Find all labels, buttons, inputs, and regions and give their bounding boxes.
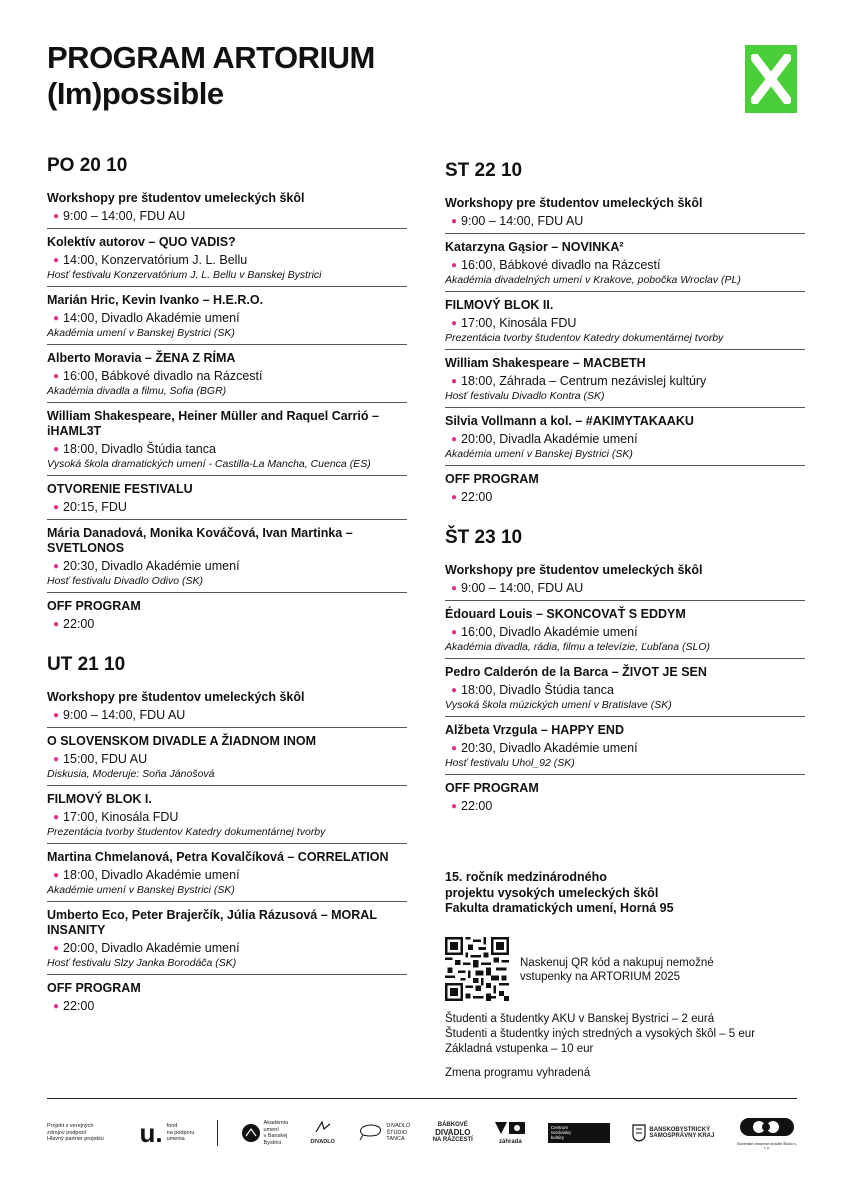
divadlo-mark-icon xyxy=(314,1120,332,1134)
event-time-value: 17:00, Kinosála FDU xyxy=(461,316,577,330)
bullet-icon: ● xyxy=(53,313,60,324)
bullet-icon: ● xyxy=(53,870,60,881)
event-title: Workshopy pre študentov umeleckých škôl xyxy=(445,196,703,210)
event-note: Hosť festivalu Divadlo Odivo (SK) xyxy=(47,575,204,587)
program-event xyxy=(445,470,805,509)
event-time xyxy=(47,752,407,767)
program-event xyxy=(47,189,407,229)
bullet-icon: ● xyxy=(451,627,458,638)
fpu-text-3: umenia xyxy=(166,1136,185,1143)
event-time-value: 22:00 xyxy=(461,799,493,813)
title-line-2: (Im)possible xyxy=(47,76,224,111)
qr-text-line-2: vstupenky na ARTORIUM 2025 xyxy=(520,971,681,983)
event-note: Akadémie umení v Banskej Bystrici (SK) xyxy=(47,884,235,896)
program-event xyxy=(445,721,805,775)
event-time xyxy=(445,258,805,273)
event-note: Akadémia divadla a filmu, Sofia (BGR) xyxy=(47,385,227,397)
project-line-1: 15. ročník medzinárodného xyxy=(445,870,607,884)
event-title: Martina Chmelanová, Petra Kovalčíková – CORRELATION xyxy=(47,850,389,864)
event-title: FILMOVÝ BLOK I. xyxy=(47,792,152,806)
event-time-value: 16:00, Divadlo Akadémie umení xyxy=(461,625,638,639)
event-time xyxy=(445,683,805,698)
fpu-text-2: na podporu xyxy=(166,1129,195,1136)
event-title: Silvia Vollmann a kol. – #AKIMYTAKAAKU xyxy=(445,414,694,428)
au-text-3: v Banskej xyxy=(263,1133,288,1139)
page-title xyxy=(47,40,375,112)
dst-text-1: DIVADLO xyxy=(386,1123,411,1130)
bullet-icon: ● xyxy=(53,619,60,630)
event-note: Diskusia, Moderuje: Soňa Jánošová xyxy=(47,768,215,780)
association-logo xyxy=(737,1117,797,1150)
event-time-value: 9:00 – 14:00, FDU AU xyxy=(461,214,584,228)
event-time xyxy=(445,490,805,505)
event-time xyxy=(445,625,805,640)
sponsor-text-1: Projekt z verejných xyxy=(47,1123,94,1130)
dst-logo xyxy=(357,1123,410,1143)
event-time-value: 22:00 xyxy=(461,490,493,504)
event-note: Hosť festivalu Uhol_92 (SK) xyxy=(445,757,575,769)
event-time xyxy=(47,810,407,825)
bullet-icon: ● xyxy=(451,743,458,754)
bullet-icon: ● xyxy=(53,444,60,455)
bullet-icon: ● xyxy=(53,371,60,382)
event-time xyxy=(47,442,407,457)
program-event xyxy=(47,597,407,636)
program-event xyxy=(47,480,407,520)
event-time-value: 17:00, Kinosála FDU xyxy=(63,810,179,824)
prices xyxy=(445,1012,755,1057)
price-line-1: Študenti a študentky AKU v Banskej Bystrici – 2 eurá xyxy=(445,1013,715,1025)
event-time-value: 15:00, FDU AU xyxy=(63,752,148,766)
event-title: OFF PROGRAM xyxy=(445,781,539,795)
association-mark-icon xyxy=(739,1117,795,1137)
bullet-icon: ● xyxy=(53,1001,60,1012)
event-note: Vysoká škola múzických umení v Bratislave (SK) xyxy=(445,699,672,711)
au-logo xyxy=(241,1120,288,1146)
event-title: OFF PROGRAM xyxy=(47,599,141,613)
event-note: Hosť festivalu Slzy Janka Borodáča (SK) xyxy=(47,957,237,969)
cnk-logo xyxy=(548,1123,610,1143)
event-time xyxy=(445,316,805,331)
qr-code[interactable] xyxy=(445,937,509,1001)
footer-divider xyxy=(47,1098,797,1099)
program-event xyxy=(445,194,805,234)
au-text-4: Bystrici xyxy=(263,1139,282,1146)
event-time xyxy=(47,209,407,224)
program-event xyxy=(47,524,407,593)
program-event xyxy=(445,296,805,350)
bbsk-text-1: BANSKOBYSTRICKÝ xyxy=(649,1126,711,1133)
event-time xyxy=(47,708,407,723)
event-title: William Shakespeare, Heiner Müller and Raquel Carrió – iHAML3T xyxy=(47,409,379,438)
footer-logos xyxy=(47,1116,797,1150)
divadlo-text: DIVADLO xyxy=(310,1139,335,1146)
bullet-icon: ● xyxy=(451,216,458,227)
dst-text-2: ŠTÚDIO xyxy=(386,1129,408,1136)
bbsk-text-2: SAMOSPRÁVNY KRAJ xyxy=(649,1133,715,1139)
day-heading: PO 20 10 xyxy=(47,155,128,176)
event-title: OFF PROGRAM xyxy=(47,981,141,995)
bullet-icon: ● xyxy=(53,710,60,721)
event-time xyxy=(445,799,805,814)
day-heading: ŠT 23 10 xyxy=(445,527,523,548)
program-event xyxy=(47,906,407,975)
event-time-value: 18:00, Divadlo Štúdia tanca xyxy=(461,683,614,697)
dst-text-3: TANCA xyxy=(386,1136,405,1143)
bullet-icon: ● xyxy=(53,211,60,222)
sponsor-text-2: zdrojov podporil xyxy=(47,1129,86,1136)
bullet-icon: ● xyxy=(53,255,60,266)
program-event xyxy=(445,412,805,466)
event-note: Akadémia umení v Banskej Bystrici (SK) xyxy=(445,448,633,460)
event-time-value: 9:00 – 14:00, FDU AU xyxy=(63,708,186,722)
bdr-text-2: DIVADLO xyxy=(435,1128,471,1137)
program-event xyxy=(445,354,805,408)
event-time-value: 16:00, Bábkové divadlo na Rázcestí xyxy=(63,369,263,383)
event-title: Umberto Eco, Peter Brajerčík, Júlia Rázusová – MORAL INSANITY xyxy=(47,908,377,937)
right-column xyxy=(445,160,805,836)
event-time xyxy=(47,500,407,515)
event-time xyxy=(47,999,407,1014)
bullet-icon: ● xyxy=(451,260,458,271)
event-title: Alžbeta Vrzgula – HAPPY END xyxy=(445,723,624,737)
event-time xyxy=(445,432,805,447)
event-time xyxy=(47,253,407,268)
event-title: Marián Hric, Kevin Ivanko – H.E.R.O. xyxy=(47,293,264,307)
program-event xyxy=(47,732,407,786)
program-event xyxy=(47,688,407,728)
bullet-icon: ● xyxy=(53,812,60,823)
event-time xyxy=(47,311,407,326)
fpu-u-icon: u. xyxy=(139,1118,163,1148)
event-time-value: 18:00, Divadlo Štúdia tanca xyxy=(63,442,216,456)
price-line-2: Študenti a študentky iných stredných a vysokých škôl – 5 eur xyxy=(445,1028,756,1040)
bdr-text-3: NA RÁZCESTÍ xyxy=(432,1137,473,1143)
bullet-icon: ● xyxy=(451,318,458,329)
event-time xyxy=(47,941,407,956)
event-title: Alberto Moravia – ŽENA Z RÍMA xyxy=(47,351,236,365)
bullet-icon: ● xyxy=(451,685,458,696)
divadlo-logo xyxy=(311,1120,335,1146)
day-section xyxy=(445,160,805,509)
event-title: FILMOVÝ BLOK II. xyxy=(445,298,554,312)
event-time-value: 20:00, Divadla Akadémie umení xyxy=(461,432,638,446)
event-time-value: 18:00, Divadlo Akadémie umení xyxy=(63,868,240,882)
event-title: Workshopy pre študentov umeleckých škôl xyxy=(47,690,305,704)
bdr-logo xyxy=(433,1122,473,1144)
footer-separator xyxy=(217,1120,218,1146)
event-title: Édouard Louis – SKONCOVAŤ S EDDYM xyxy=(445,607,686,621)
bdr-text-1: BÁBKOVÉ xyxy=(437,1122,468,1128)
event-title: O SLOVENSKOM DIVADLE A ŽIADNOM INOM xyxy=(47,734,316,748)
program-event xyxy=(445,561,805,601)
au-text-2: umení xyxy=(263,1126,279,1133)
event-time-value: 20:30, Divadlo Akadémie umení xyxy=(63,559,240,573)
sponsor-text xyxy=(47,1123,117,1143)
event-time xyxy=(445,741,805,756)
program-event xyxy=(47,349,407,403)
event-time-value: 22:00 xyxy=(63,999,95,1013)
bullet-icon: ● xyxy=(53,943,60,954)
event-title: Kolektív autorov – QUO VADIS? xyxy=(47,235,236,249)
program-event xyxy=(47,979,407,1018)
au-text-1: Akadémia xyxy=(263,1120,289,1126)
association-text: Slovenské združenie divadiel Štúdio s. r. o. xyxy=(736,1141,797,1150)
event-note: Hosť festivalu Divadlo Kontra (SK) xyxy=(445,390,605,402)
day-heading: UT 21 10 xyxy=(47,654,126,675)
event-time-value: 20:15, FDU xyxy=(63,500,127,514)
event-title: Pedro Calderón de la Barca – ŽIVOT JE SEN xyxy=(445,665,707,679)
x-logo-icon xyxy=(751,54,791,104)
event-title: Katarzyna Gąsior – NOVINKA² xyxy=(445,240,624,254)
fpu-text-1: fond xyxy=(166,1123,178,1130)
event-time-value: 20:00, Divadlo Akadémie umení xyxy=(63,941,240,955)
bullet-icon: ● xyxy=(451,492,458,503)
day-section xyxy=(445,527,805,818)
bbsk-crest-icon xyxy=(632,1124,646,1142)
event-note: Prezentácia tvorby študentov Katedry dokumentárnej tvorby xyxy=(445,332,724,344)
event-time xyxy=(47,369,407,384)
event-time-value: 20:30, Divadlo Akadémie umení xyxy=(461,741,638,755)
event-title: William Shakespeare – MACBETH xyxy=(445,356,646,370)
event-time-value: 9:00 – 14:00, FDU AU xyxy=(461,581,584,595)
event-time xyxy=(445,374,805,389)
event-title: Workshopy pre študentov umeleckých škôl xyxy=(445,563,703,577)
event-time-value: 16:00, Bábkové divadlo na Rázcestí xyxy=(461,258,661,272)
day-section xyxy=(47,155,407,636)
event-time xyxy=(47,868,407,883)
event-note: Akadémia divadla, rádia, filmu a televízie, Ľubľana (SLO) xyxy=(445,641,711,653)
au-circle-icon xyxy=(241,1123,261,1143)
event-time xyxy=(445,214,805,229)
event-time-value: 14:00, Konzervatórium J. L. Bellu xyxy=(63,253,248,267)
event-title: OFF PROGRAM xyxy=(445,472,539,486)
event-time-value: 22:00 xyxy=(63,617,95,631)
cnk-text-3: kultúry xyxy=(550,1135,565,1140)
program-event xyxy=(47,790,407,844)
event-note: Vysoká škola dramatických umení - Castilla-La Mancha, Cuenca (ES) xyxy=(47,458,371,470)
event-note: Akadémia divadelných umení v Krakove, pobočka Wroclav (PL) xyxy=(445,274,741,286)
cnk-text-1: Centrum xyxy=(550,1125,569,1130)
event-title: OTVORENIE FESTIVALU xyxy=(47,482,193,496)
program-event xyxy=(445,605,805,659)
fpu-logo xyxy=(140,1120,195,1146)
bullet-icon: ● xyxy=(451,376,458,387)
zahrada-mark-icon xyxy=(495,1122,525,1134)
qr-text xyxy=(520,956,714,984)
dst-speech-icon xyxy=(357,1124,383,1142)
event-note: Akadémia umení v Banskej Bystrici (SK) xyxy=(47,327,235,339)
price-line-3: Základná vstupenka – 10 eur xyxy=(445,1043,594,1055)
program-event xyxy=(47,848,407,902)
qr-text-line-1: Naskenuj QR kód a nakupuj nemožné xyxy=(520,957,714,969)
program-change-note: Zmena programu vyhradená xyxy=(445,1067,591,1079)
program-event xyxy=(47,407,407,476)
bullet-icon: ● xyxy=(451,583,458,594)
day-section xyxy=(47,654,407,1018)
event-time xyxy=(445,581,805,596)
cnk-text-2: nezávislej xyxy=(550,1130,571,1135)
program-event xyxy=(445,779,805,818)
event-time-value: 9:00 – 14:00, FDU AU xyxy=(63,209,186,223)
bullet-icon: ● xyxy=(451,801,458,812)
day-heading: ST 22 10 xyxy=(445,160,523,181)
bullet-icon: ● xyxy=(451,434,458,445)
program-event xyxy=(445,238,805,292)
event-title: Workshopy pre študentov umeleckých škôl xyxy=(47,191,305,205)
event-time xyxy=(47,617,407,632)
event-title: Mária Danadová, Monika Kováčová, Ivan Martinka – SVETLONOS xyxy=(47,526,353,555)
festival-logo xyxy=(745,45,797,113)
zahrada-logo xyxy=(495,1121,525,1146)
sponsor-text-3: Hlavný partner projektu xyxy=(47,1136,104,1143)
program-event xyxy=(47,291,407,345)
event-time-value: 14:00, Divadlo Akadémie umení xyxy=(63,311,240,325)
zahrada-text: záhrada xyxy=(499,1138,522,1145)
project-info xyxy=(445,870,674,917)
program-event xyxy=(47,233,407,287)
project-line-3: Fakulta dramatických umení, Horná 95 xyxy=(445,901,674,915)
event-time xyxy=(47,559,407,574)
project-line-2: projektu vysokých umeleckých škôl xyxy=(445,885,659,900)
bullet-icon: ● xyxy=(53,561,60,572)
bullet-icon: ● xyxy=(53,502,60,513)
bbsk-logo xyxy=(632,1124,714,1142)
event-note: Hosť festivalu Konzervatórium J. L. Bellu v Banskej Bystrici xyxy=(47,269,322,281)
event-note: Prezentácia tvorby študentov Katedry dokumentárnej tvorby xyxy=(47,826,326,838)
program-event xyxy=(445,663,805,717)
left-column xyxy=(47,155,407,1036)
title-line-1: PROGRAM ARTORIUM xyxy=(47,40,375,75)
event-time-value: 18:00, Záhrada – Centrum nezávislej kultúry xyxy=(461,374,707,388)
bullet-icon: ● xyxy=(53,754,60,765)
